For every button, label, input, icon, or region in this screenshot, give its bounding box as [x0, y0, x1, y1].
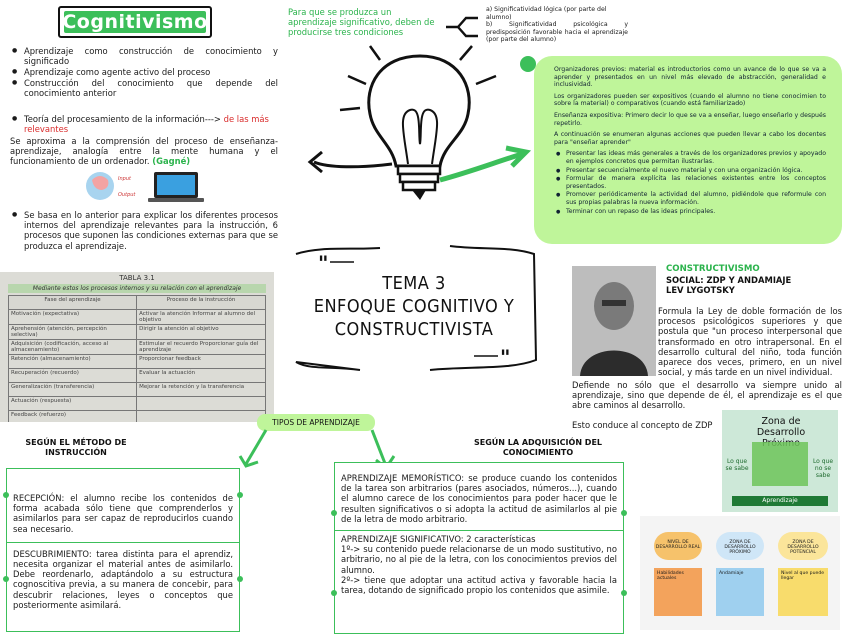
- box-dot: [331, 590, 337, 596]
- table-header: Fase del aprendizaje: [9, 296, 137, 310]
- svg-text:Input: Input: [118, 176, 131, 182]
- tipos-badge: TIPOS DE APRENDIZAJE: [257, 414, 375, 431]
- card-item: ● Presentar secuencialmente el nuevo material y con una organización lógica.: [566, 167, 826, 175]
- card-item: ● Presentar las ideas más generales a través de los organizadores previos y apoyado en ejemplos concretos que permitan ilustrarlas.: [566, 150, 826, 165]
- bullet-2: ● Aprendizaje como agente activo del proceso: [24, 67, 278, 77]
- constructivismo-p3: Esto conduce al concepto de ZDP: [572, 420, 713, 430]
- svg-text:": ": [318, 251, 329, 275]
- significativo-c1: 1º-> su contenido puede relacionarse de un modo sustitutivo, no arbitrario, no al pie de la letra, con los conocimientos previos del alumno.: [341, 544, 617, 575]
- condition-a: a) Significatividad lógica (por parte del alumno): [486, 6, 607, 21]
- constructivismo-subtitle-1: SOCIAL: ZDP Y ANDAMIAJE: [666, 274, 792, 285]
- center-title-line-1: TEMA 3: [382, 273, 446, 294]
- process-table: [8, 295, 266, 422]
- card-item: ● Promover periódicamente la actividad del alumno, pidiéndole que reformule con sus propias palabras la nueva información.: [566, 191, 826, 206]
- table-row: Retención (almacenamiento) Proporcionar feedback: [9, 355, 266, 369]
- conditions-list: [486, 6, 628, 44]
- table-row: Aprehensión (atención, percepción selectiva) Dirigir la atención al objetivo: [9, 325, 266, 340]
- diag-box-2: ZONA DE DESARROLLO PRÓXIMO: [716, 532, 764, 560]
- card-bullet-dot: [520, 56, 536, 72]
- teoria-prefix: Teoría del procesamiento de la información--->: [24, 114, 221, 124]
- constructivismo-p2: Defiende no sólo que el desarrollo va siempre unido al aprendizaje, sino que depende de él, el aprendizaje es el que abre caminos al desarrollo.: [572, 380, 842, 411]
- table-image: [0, 272, 274, 422]
- table-title: TABLA 3.1: [119, 274, 155, 282]
- metodo-box: [6, 468, 240, 632]
- zdp-right: Lo que no se sabe: [812, 458, 834, 479]
- constructivismo-title: CONSTRUCTIVISMO: [666, 264, 760, 274]
- author-gagne: (Gagné): [152, 156, 191, 167]
- zdp-diagram-image: [640, 516, 840, 630]
- diag-note-2: Andamiaje: [716, 568, 764, 616]
- vygotsky-photo: [572, 266, 656, 376]
- approach-text: Se aproxima a la comprensión del proceso de enseñanza-aprendizaje, analogía entre la mente humana y el funcionamiento de un ordenador. (Gagné): [10, 136, 278, 167]
- left-bullets: [10, 46, 278, 99]
- svg-text:": ": [500, 345, 511, 369]
- zdp-image: [722, 410, 838, 512]
- table-header: Proceso de la instrucción: [137, 296, 266, 310]
- zdp-bottom: Aprendizaje: [732, 496, 828, 506]
- bullet-1: ● Aprendizaje como construcción de conocimiento y significado: [24, 46, 278, 66]
- condition-b: b) Significatividad psicológica y predisposición favorable hacia el aprendizaje (por parte del alumno): [486, 21, 628, 44]
- center-title-line-3: CONSTRUCTIVISTA: [334, 319, 494, 340]
- box-dot: [621, 510, 627, 516]
- significativo-c2: 2º-> tiene que adoptar una actitud activa y favorable hacia la tarea, dotando de significado propio los contenidos que asimile.: [341, 574, 617, 596]
- zdp-title: Zona de Desarrollo: [756, 416, 806, 438]
- brain-computer-illustration: [82, 166, 212, 206]
- conditions-intro: Para que se produzca un aprendizaje significativo, deben de producirse tres condiciones: [288, 7, 435, 38]
- table-subtitle: Mediante estos los procesos internos y su relación con el aprendizaje: [8, 284, 266, 293]
- card-list: [554, 150, 826, 215]
- box-dot: [621, 590, 627, 596]
- box-dot: [237, 492, 243, 498]
- table-row: Actuación (respuesta): [9, 397, 266, 411]
- card-p4: A continuación se enumeran algunas acciones que pueden llevar a cabo los docentes para "enseñar aprender": [554, 131, 826, 146]
- descubrimiento-text: DESCUBRIMIENTO: tarea distinta para el aprendiz, necesita organizar el material antes de asimilarlo. Debe reordenarlo, adaptándolo a su estructura cognoscitiva previa, a su manera de concebir, para descubrir relaciones, leyes o conceptos que posteriormente asimilará.: [13, 548, 233, 610]
- svg-text:Output: Output: [118, 192, 136, 198]
- table-row: Generalización (transferencia) Mejorar la retención y la transferencia: [9, 383, 266, 397]
- card-p2: Los organizadores pueden ser expositivos (cuando el alumno no tiene conocimien to sobre la material) o comparativos (cuando está familiarizado): [554, 92, 826, 108]
- card-p1: Organizadores previos: material es introductorios como un avance de lo que se va a aprender y presentados en un nivel más elevado de abstracción, generalidad e inclusividad.: [554, 66, 826, 89]
- card-p3: Enseñanza expositiva: Primero decir lo que se va a enseñar, luego enseñarlo y después repetirlo.: [554, 111, 826, 127]
- diag-note-1: Habilidades actuales: [654, 568, 702, 616]
- constructivismo-p1: Formula la Ley de doble formación de los procesos psicológicos superiores y que postula que "un proceso interpersonal que transformado en otro intrapersonal. En el desarrollo cultural del niño, toda función aparece dos veces, primero, en un nivel social, y más tarde en un nivel individual.: [658, 306, 842, 378]
- diag-box-1: NIVEL DE DESARROLLO REAL: [654, 532, 702, 560]
- based-bullet: ● Se basa en lo anterior para explicar los diferentes procesos internos del aprendizaje relevantes para la instrucción, 6 procesos que suponen las condiciones externas para que se produzca el aprendizaje.: [10, 210, 278, 251]
- box-dot: [331, 510, 337, 516]
- table-row: Adquisición (codificación, acceso al almacenamiento) Estimular el recuerdo Proporcionar guía del aprendizaje: [9, 340, 266, 355]
- memoristico-text: APRENDIZAJE MEMORÍSTICO: se produce cuando los contenidos de la tarea son arbitrarios (pares asociados, números...), cuando el alumno carece de los conocimientos para poder hacer que le resulten significativos o si adopta la actitud de asimilarlos al pie de la letra de modo arbitrario.: [341, 473, 617, 524]
- organizadores-card: [534, 56, 842, 244]
- bullet-3: ● Construcción del conocimiento que depende del conocimiento anterior: [24, 78, 278, 98]
- card-item: ● Terminar con un repaso de las ideas principales.: [566, 208, 826, 216]
- teoria-block: [10, 114, 278, 135]
- table-row: Recuperación (recuerdo) Evaluar la actuación: [9, 369, 266, 383]
- constructivismo-header: [666, 264, 842, 296]
- lightbulb-icon: [300, 44, 540, 234]
- center-title: [290, 242, 538, 376]
- teoria-highlight: de las más relevantes: [24, 114, 269, 135]
- table-row: Motivación (expectativa) Activar la atención Informar al alumno del objetivo: [9, 310, 266, 325]
- zdp-left: Lo que se sabe: [725, 458, 749, 472]
- box-dot: [3, 492, 9, 498]
- metodo-heading: SEGÚN EL MÉTODO DE INSTRUCCIÓN: [25, 438, 127, 457]
- constructivismo-subtitle-2: LEV LYGOTSKY: [666, 285, 735, 295]
- diag-note-3: Nivel al que puede llegar: [778, 568, 828, 616]
- table-row: Feedback (refuerzo): [9, 411, 266, 423]
- diag-box-3: ZONA DE DESARROLLO POTENCIAL: [778, 532, 828, 560]
- page-title: Cognitivismo: [62, 11, 208, 33]
- recepcion-text: RECEPCIÓN: el alumno recibe los contenidos de forma acabada sólo tiene que comprenderlos y asimilarlos para ser capaz de reproducirlos cuando sea necesario.: [13, 493, 233, 534]
- card-item: ● Formular de manera explícita las relaciones existentes entre los conceptos presentados.: [566, 175, 826, 190]
- title-badge: [58, 6, 212, 38]
- box-dot: [3, 576, 9, 582]
- significativo-head: APRENDIZAJE SIGNIFICATIVO: 2 características: [341, 534, 536, 545]
- branch-arrow-icon: [444, 14, 482, 40]
- adquisicion-heading: SEGÚN LA ADQUISICIÓN DEL CONOCIMIENTO: [473, 438, 603, 457]
- center-title-line-2: ENFOQUE COGNITIVO Y: [313, 296, 515, 317]
- box-dot: [237, 576, 243, 582]
- adquisicion-box: [334, 462, 624, 634]
